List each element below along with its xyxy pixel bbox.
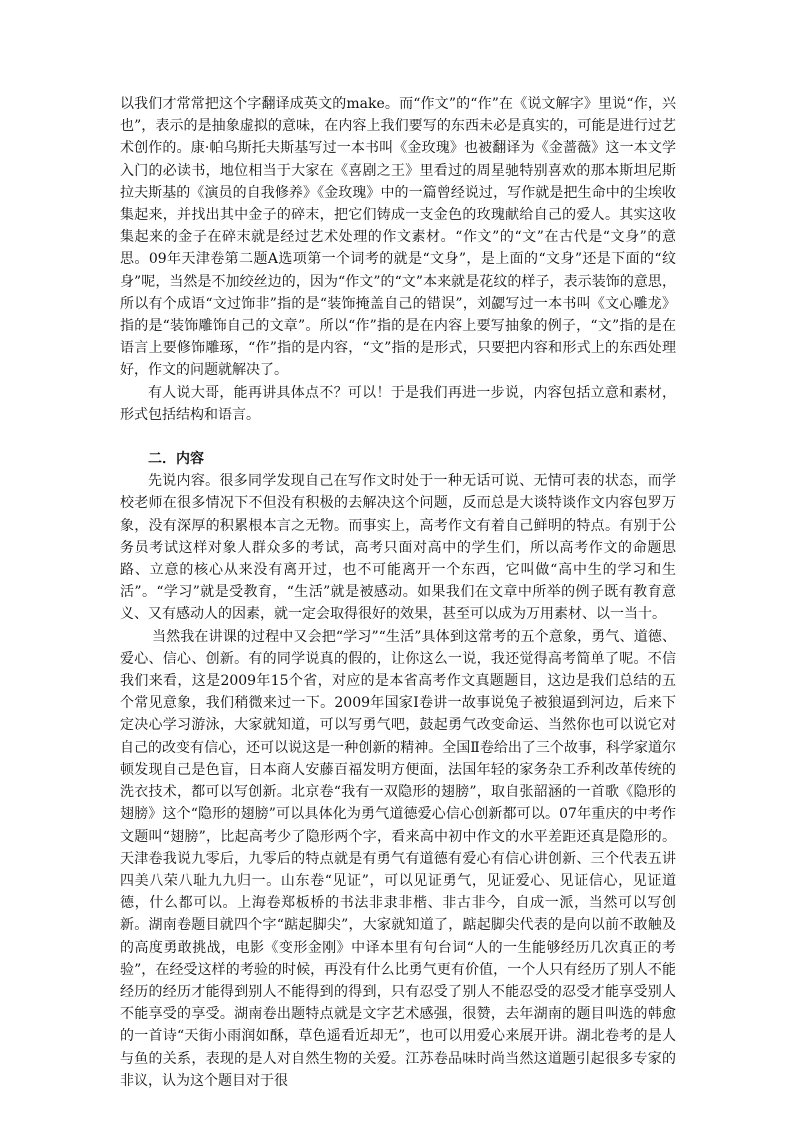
paragraph-make-etymology: 以我们才常常把这个字翻译成英文的make。而“作文”的“作”在《说文解字》里说“作，兴也”，表示的是抽象虚拟的意味，在内容上我们要写的东西未必是真实的，可能是进行过艺术创作的。康·帕乌斯托夫斯基写过一本书叫《金玫瑰》也被翻译为《金蔷薇》这一本文学入门的必读书，地位相当于大家在《喜剧之王》里看过的周星驰特别喜欢的那本斯坦尼斯拉夫斯基的《演员的自我修养》《金玫瑰》中的一篇曾经说过，写作就是把生命中的尘埃收集起来，并找出其中金子的碎末，把它们铸成一支金色的玫瑰献给自己的爱人。其实这收集起来的金子在碎末就是经过艺术处理的作文素材。“作文”的“文”在古代是“文身”的意思。09年天津卷第二题A选项第一个词考的就是“文身”，是上面的“文身”还是下面的“纹身”呢，当然是不加绞丝边的，因为“作文”的“文”本来就是花纹的样子，表示装饰的意思，所以有个成语“文过饰非”指的是“装饰掩盖自己的错误”，刘勰写过一本书叫《文心雕龙》指的是“装饰雕饰自己的文章”。所以“作”指的是在内容上要写抽象的例子，“文”指的是在语言上要修饰雕琢，“作”指的是内容，“文”指的是形式，只要把内容和形式上的东西处理好，作文的问题就解决了。 (120, 96, 676, 379)
document-body (120, 93, 676, 1092)
paragraph-more-specific: 有人说大哥，能再讲具体点不？可以！于是我们再进一步说，内容包括立意和素材，形式包括结构和语言。 (120, 384, 676, 423)
paragraph-five-images: 当然我在讲课的过程中又会把“学习”“生活”具体到这常考的五个意象，勇气、道德、爱心、信心、创新。有的同学说真的假的，让你这么一说，我还觉得高考简单了呢。不信我们来看，这是2009年15个省，对应的是本省高考作文真题题目，这边是我们总结的五个常见意象，我们稍微来过一下。2009年国家Ⅰ卷讲一故事说兔子被狼逼到河边，后来下定决心学习游泳，大家就知道，可以写勇气吧，鼓起勇气改变命运、当然你也可以说它对自己的改变有信心，还可以说这是一种创新的精神。全国Ⅱ卷给出了三个故事，科学家道尔顿发现自己是色盲，日本商人安藤百福发明方便面，法国年轻的家务杂工乔利改革传统的洗衣技术，都可以写创新。北京卷“我有一双隐形的翅膀”，取自张韶涵的一首歌《隐形的翅膀》这个“隐形的翅膀”可以具体化为勇气道德爱心信心创新都可以。07年重庆的中考作文题叫“翅膀”，比起高考少了隐形两个字，看来高中初中作文的水平差距还真是隐形的。天津卷我说九零后，九零后的特点就是有勇气有道德有爱心有信心讲创新、三个代表五讲四美八荣八耻九九归一。山东卷“见证”，可以见证勇气，见证爱心、见证信心，见证道德，什么都可以。上海卷郑板桥的书法非隶非楷、非古非今，自成一派，当然可以写创新。湖南卷题目就四个字“踮起脚尖”，大家就知道了，踮起脚尖代表的是向以前不敢触及的高度勇敢挑战，电影《变形金刚》中译本里有句台词“人的一生能够经历几次真正的考验”，在经受这样的考验的时候，再没有什么比勇气更有价值，一个人只有经历了别人不能经历的经历才能得到别人不能得到的得到，只有忍受了别人不能忍受的忍受才能享受别人不能享受的享受。湖南卷出题特点就是文字艺术感强，很赞，去年湖南的题目叫选的韩愈的一首诗“天街小雨润如酥，草色遥看近却无”，也可以用爱心来展开讲。湖北卷考的是人与鱼的关系，表现的是人对自然生物的关爱。江苏卷品味时尚当然这道题引起很多专家的非议，认为这个题目对于很 (120, 628, 676, 1089)
paragraph-content-intro: 先说内容。很多同学发现自己在写作文时处于一种无话可说、无情可表的状态，而学校老师在很多情况下不但没有积极的去解决这个问题，反而总是大谈特谈作文内容包罗万象，没有深厚的积累根本言之无物。而事实上，高考作文有着自己鲜明的特点。有别于公务员考试这样对象人群众多的考试，高考只面对高中的学生们，所以高考作文的命题思路、立意的核心从来没有离开过，也不可能离开一个东西，它叫做“高中生的学习和生活”。“学习”就是受教育，“生活”就是被感动。如果我们在文章中所举的例子既有教育意义、又有感动人的因素，就一定会取得很好的效果，甚至可以成为万用素材、以一当十。 (120, 473, 676, 623)
section-heading-content: 二．内容 (148, 451, 204, 468)
